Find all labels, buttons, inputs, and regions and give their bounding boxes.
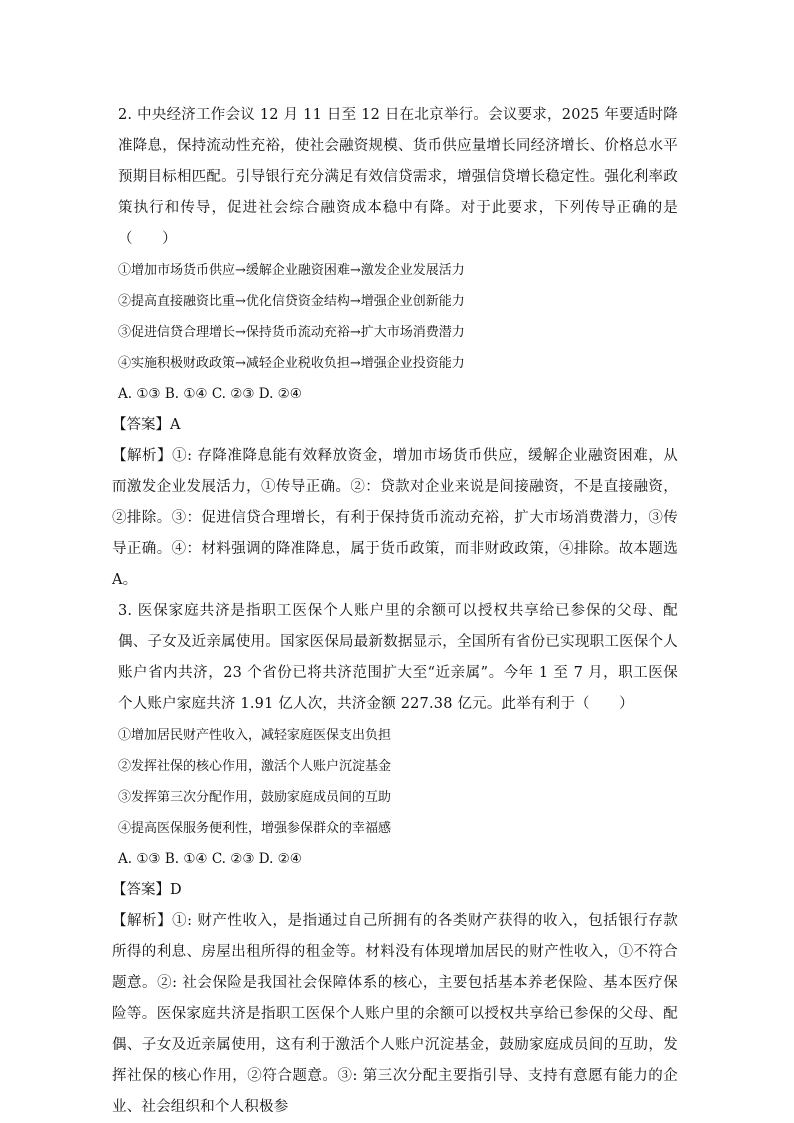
question-2-option-4: ④实施积极财政政策→减轻企业税收负担→增强企业投资能力 — [118, 356, 465, 371]
question-3-option-2: ②发挥社保的核心作用，激活个人账户沉淀基金 — [118, 759, 392, 774]
question-2-choices: A. ①③ B. ①④ C. ②③ D. ②④ — [118, 386, 302, 402]
question-3-option-3: ③发挥第三次分配作用，鼓励家庭成员间的互助 — [118, 790, 392, 805]
question-2-option-3: ③促进信贷合理增长→保持货币流动充裕→扩大市场消费潜力 — [118, 325, 465, 340]
question-3-choices: A. ①③ B. ①④ C. ②③ D. ②④ — [118, 851, 302, 867]
question-2-option-2: ②提高直接融资比重→优化信贷资金结构→增强企业创新能力 — [118, 294, 465, 309]
question-2-analysis: 【解析】①: 存降准降息能有效释放资金，增加市场货币供应，缓解企业融资困难，从而激发企业发展活力，①传导正确。②：贷款对企业来说是间接融资，不是直接融资，②排除。③：促进信贷合理增长，有利于保持货币流动充裕，扩大市场消费潜力，③传导正确。④：材料强调的降准降息，属于货币政策，而非财政政策，④排除。故本题选 A。 — [112, 448, 678, 588]
question-3-option-4: ④提高医保服务便利性，增强参保群众的幸福感 — [118, 821, 392, 836]
question-2-option-1: ①增加市场货币供应→缓解企业融资困难→激发企业发展活力 — [118, 263, 465, 278]
question-2 — [112, 100, 678, 596]
question-3 — [112, 596, 678, 1123]
question-3-stem: 3. 医保家庭共济是指职工医保个人账户里的余额可以授权共享给已参保的父母、配偶、子女及近亲属使用。国家医保局最新数据显示，全国所有省份已实现职工医保个人账户省内共济，23 个省份已将共济范围扩大至“近亲属”。今年 1 至 7 月，职工医保个人账户家庭共济 1.91 亿人次，共济金额 227.38 亿元。此举有利于（ ） — [118, 603, 678, 712]
question-2-stem: 2. 中央经济工作会议 12 月 11 日至 12 日在北京举行。会议要求，2025 年要适时降准降息，保持流动性充裕，使社会融资规模、货币供应量增长同经济增长、价格总水平预期目标相匹配。引导银行充分满足有效信贷需求，增强信贷增长稳定性。强化利率政策执行和传导，促进社会综合融资成本稳中有降。对于此要求，下列传导正确的是（ ） — [118, 107, 678, 247]
question-2-answer: 【答案】A — [112, 417, 181, 433]
question-3-analysis: 【解析】①: 财产性收入，是指通过自己所拥有的各类财产获得的收入，包括银行存款所得的利息、房屋出租所得的租金等。材料没有体现增加居民的财产性收入，①不符合题意。②: 社会保险是我国社会保障体系的核心，主要包括基本养老保险、基本医疗保险等。医保家庭共济是指职工医保个人账户里的余额可以授权共享给已参保的父母、配偶、子女及近亲属使用，这有利于激活个人账户沉淀基金，鼓励家庭成员间的互助，发挥社保的核心作用，②符合题意。③: 第三次分配主要指引导、支持有意愿有能力的企业、社会组织和个人积极参 — [112, 913, 678, 1115]
question-3-answer: 【答案】D — [112, 882, 182, 898]
question-3-option-1: ①增加居民财产性收入，减轻家庭医保支出负担 — [118, 728, 392, 743]
document-page — [112, 100, 678, 1123]
